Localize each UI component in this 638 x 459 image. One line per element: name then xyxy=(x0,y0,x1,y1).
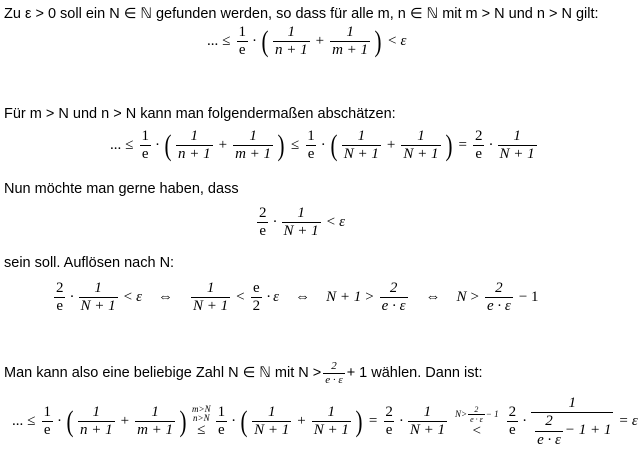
equation-3: $\frac{2}{e}$ · $\frac{1}{N + 1}$ < ε xyxy=(259,205,346,240)
fraction: $\frac{1}{n + 1}$ xyxy=(274,24,308,59)
solve-text: sein soll. Auflösen nach N: xyxy=(4,255,175,271)
ellipsis: ... xyxy=(207,33,219,50)
equation-1: ... ≤ $\frac{1}{e}$ · ( $\frac{1}{n + 1}$ + $\frac{1}{m + 1}$ ) < ε xyxy=(207,24,407,59)
le-sign: ≤ xyxy=(222,33,231,50)
stacked-le: m>N n>N ≤ xyxy=(192,404,211,439)
equation-4: $\frac{2}{e}$ · $\frac{1}{N + 1}$ < ε ⇔ $\frac{1}{N + 1}$ < $\frac{e}{2}$ · ε ⇔ N + 1 > $\frac{2}{e \cdot \varepsilon}$ ⇔ N > $\frac{2}{e \cdot \varepsilon}$ − 1 xyxy=(56,280,539,315)
intro-text: Zu ε > 0 soll ein N ∈ ℕ gefunden werden, so dass für alle m, n ∈ ℕ mit m > N und n > N gilt: xyxy=(4,6,599,22)
equation-2: ... ≤ $\frac{1}{e}$ · ( $\frac{1}{n + 1}$ + $\frac{1}{m + 1}$ ) ≤ $\frac{1}{e}$ · ( $\frac{1}{N + 1}$ + $\frac{1}{N + 1}$ ) = $\frac{2}{e}$ · $\frac{1}{N + 1}$ xyxy=(110,128,535,163)
choose-text: Man kann also eine beliebige Zahl N ∈ ℕ mit N > $\frac{2}{e \cdot \varepsilon}$ + 1 wählen. Dann ist: xyxy=(4,360,483,386)
nested-fraction: 1 $\frac{2}{e \cdot \varepsilon}$ − 1 + 1 xyxy=(531,395,613,449)
wish-text: Nun möchte man gerne haben, dass xyxy=(4,181,239,197)
estimate-text: Für m > N und n > N kann man folgendermaßen abschätzen: xyxy=(4,106,396,122)
fraction: $\frac{1}{m + 1}$ xyxy=(332,24,369,59)
stacked-lt: N> $\frac{2}{e \cdot \varepsilon}$ − 1 < xyxy=(454,404,499,440)
fraction: $\frac{1}{e}$ xyxy=(238,24,246,59)
equation-5: ... ≤ $\frac{1}{e}$ · ( $\frac{1}{n + 1}$ + $\frac{1}{m + 1}$ ) m>N n>N ≤ $\frac{1}{e}$ · ( $\frac{1}{N + 1}$ + $\frac{1}{N + 1}$ ) = $\frac{2}{e}$ · $\frac{1}{N + 1}$ N> $\frac{2}{e \cdot \varepsilon}$ − 1 < $\frac{2}{e}$ · 1 $\frac{2}{e \cdot \varepsilon}$ − 1 + 1 = ε xyxy=(12,395,638,448)
